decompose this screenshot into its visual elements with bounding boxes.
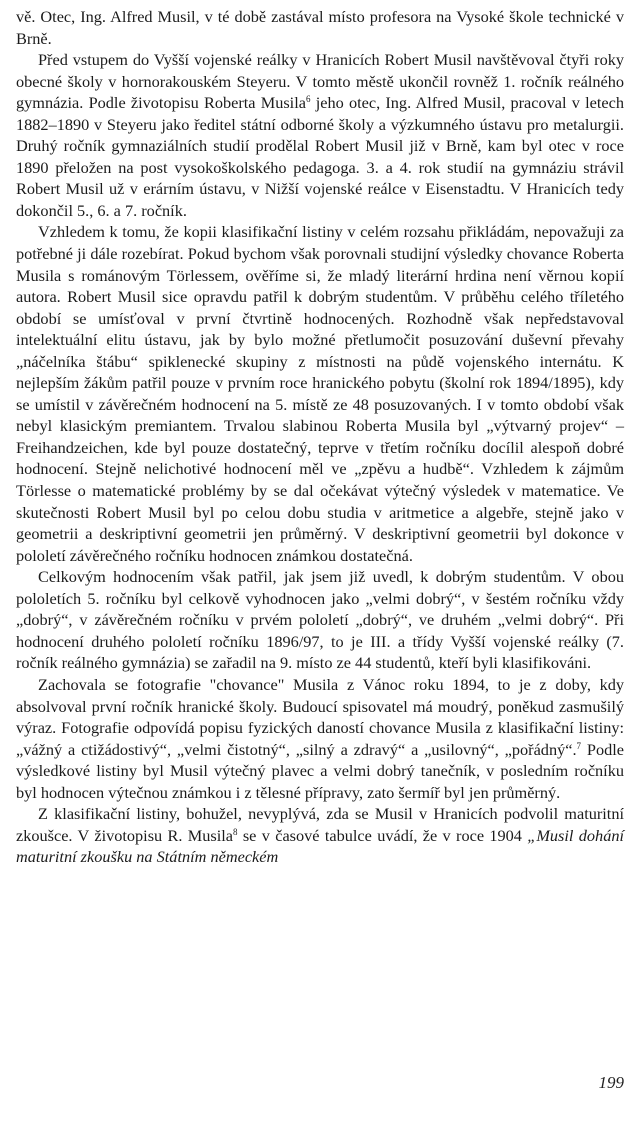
paragraph-2-text-b: jeho otec, Ing. Alfred Musil, pracoval v letech 1882–1890 v Steyeru jako ředitel státní odborné školy a výzkumného ústavu pro metalurgii. Druhý ročník gymnaziálních studií prodělal Robert Musil již v Brně, kam byl otec v roce 1890 přeložen na post vysokoškolského pedagoga. 3. a 4. rok studií na gymnáziu strávil Robert Musil už v erárním ústavu, v Nižší vojenské reálce v Eisenstadtu. V Hranicích tedy dokončil 5., 6. a 7. ročník. [16, 93, 625, 220]
paragraph-5-text-a: Zachovala se fotografie "chovance" Musila z Vánoc roku 1894, to je z doby, kdy absolvoval první ročník hranické školy. Budoucí spisovatel má moudrý, poněkud zasmušilý výraz. Fotografie odpovídá popisu fyzických daností chovance Musila z klasifikační listiny: „vážný a ctižádostivý“, „velmi čistotný“, „silný a zdravý“ a „usilovný“, „pořádný“. [16, 674, 624, 759]
paragraph-6-text-b: se v časové tabulce uvádí, že v roce 1904 [237, 825, 528, 845]
paragraph-1: vě. Otec, Ing. Alfred Musil, v té době zastával místo profesora na Vysoké škole technické v Brně. [16, 7, 624, 48]
page-number: 199 [598, 1073, 624, 1092]
paragraph-5 [16, 674, 624, 803]
body-text [16, 6, 624, 868]
footnote-marker-6: 6 [305, 94, 311, 105]
paragraph-2-text-a: Před vstupem do Vyšší vojenské reálky v Hranicích Robert Musil navštěvoval čtyři roky obecné školy v hornorakouském Steyeru. V tomto městě ukončil rovněž 1. ročník reálného gymnázia. Podle životopisu Roberta Musila [16, 50, 624, 113]
footnote-marker-7: 7 [576, 740, 582, 751]
paragraph-5-text-b: Podle výsledkové listiny byl Musil výtečný plavec a velmi dobrý tanečník, v posledním ročníku byl hodnocen výtečnou známkou i z tělesné přípravy, zato šermíř byl jen průměrný. [16, 739, 624, 802]
footnote-marker-8: 8 [233, 826, 238, 837]
paragraph-6 [16, 803, 624, 868]
paragraph-4: Celkovým hodnocením však patřil, jak jsem již uvedl, k dobrým studentům. V obou pololetích 5. ročníku byl celkově vyhodnocen jako „velmi dobrý“, v šestém ročníku vždy „dobrý“, v závěrečném ročníku v prvém pololetí „dobrý“, ve druhém „velmi dobrý“. Při hodnocení druhého pololetí ročníku 1896/97, to je III. a třídy Vyšší vojenské reálky (7. ročník reálného gymnázia) se zařadil na 9. místo ze 44 studentů, kteří byli klasifikováni. [16, 567, 624, 673]
paragraph-3: Vzhledem k tomu, že kopii klasifikační listiny v celém rozsahu přikládám, nepovažuji za potřebné ji dále rozebírat. Pokud bychom však porovnali studijní výsledky chovance Roberta Musila s románovým Törlessem, ověříme si, že mladý literární hrdina není věrnou kopií autora. Robert Musil sice opravdu patřil k dobrým studentům. V průběhu celého tříletého období se umísťoval v první čtvrtině hodnocených. Rozhodně však nepředstavoval intelektuální elitu ústavu, jak by bylo možné přetlumočit posuzování duševní převahy „náčelníka štábu“ spiklenecké skupiny z místnosti na půdě vojenského internátu. K nejlepším žákům patřil pouze v prvním roce hranického pobytu (školní rok 1894/1895), kdy se umístil v závěrečném hodnocení na 5. místě ze 48 posuzovaných. I v tomto období však nebyl klasickým premiantem. Trvalou slabinou Roberta Musila byl „výtvarný projev“ – Freihandzeichen, kde byl pouze dostatečný, teprve v třetím ročníku docílil alespoň dobré hodnocení. Stejně nelichotivé hodnocení měl ve „zpěvu a hudbě“. Vzhledem k zájmům Törlesse o matematické problémy by se dal očekávat výtečný výsledek v matematice. Ve skutečnosti Robert Musil byl po celou dobu studia v aritmetice a algebře, stejně jako v geometrii a deskriptivní geometrii jen průměrný. V deskriptivní geometrii byl dokonce v pololetí závěrečného ročníku hodnocen známkou dostatečná. [16, 222, 624, 565]
paragraph-6-italic-quote: „Musil dohání maturitní zkoušku na Státním německém [16, 825, 624, 867]
paragraph-2 [16, 49, 624, 221]
paragraph-6-text-a: Z klasifikační listiny, bohužel, nevyplývá, zda se Musil v Hranicích podvolil maturitní zkoušce. V životopisu R. Musila [16, 804, 624, 845]
